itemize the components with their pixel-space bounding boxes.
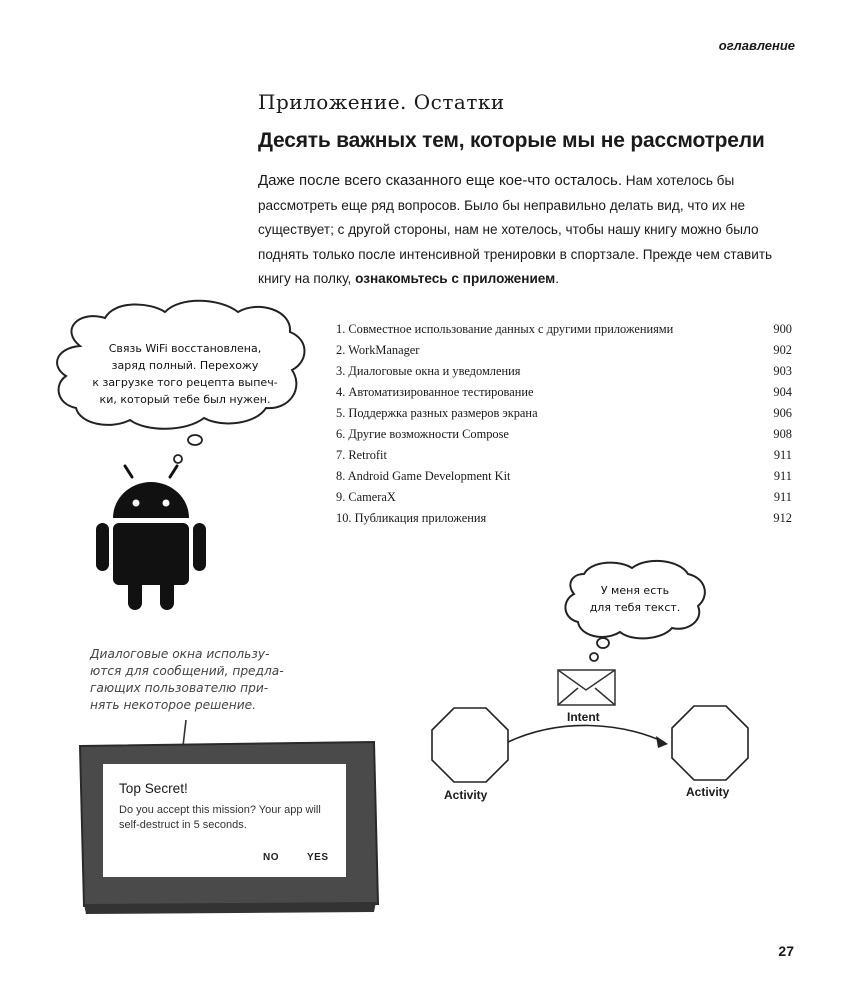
intro-body: Нам хотелось бы рассмотреть еще ряд вопросов. Было бы неправильно делать вид, что их не существует; с другой стороны, нам не хотелось, чтобы нашу книгу можно было поднять только после интенсивной тренировки в спортзале. Прежде чем ставить книгу на полку, <box>258 173 773 286</box>
bubble-line: ки, который тебе был нужен. <box>99 393 271 406</box>
activity-label-right: Activity <box>686 785 730 799</box>
toc-page: 906 <box>773 406 792 420</box>
thought-dot <box>590 653 598 661</box>
toc-title: 4. Автоматизированное тестирование <box>336 385 534 399</box>
note-line: ются для сообщений, предла- <box>90 664 284 678</box>
bubble-line: заряд полный. Перехожу <box>111 359 259 372</box>
page-number: 27 <box>778 943 794 959</box>
dialog-title: Top Secret! <box>119 781 188 796</box>
running-header: оглавление <box>718 38 795 53</box>
intro-end: . <box>555 271 560 286</box>
thought-dot <box>597 638 609 648</box>
toc-title: 10. Публикация приложения <box>336 511 487 525</box>
toc-title: 2. WorkManager <box>336 343 420 357</box>
thought-dot <box>174 455 182 463</box>
bubble-line: Связь WiFi восстановлена, <box>108 342 262 355</box>
envelope-icon <box>558 670 615 705</box>
toc-title: 5. Поддержка разных размеров экрана <box>336 406 538 420</box>
activity-octagon-right <box>672 706 748 780</box>
toc-title: 3. Диалоговые окна и уведомления <box>336 364 521 378</box>
bubble-android-text <box>80 340 290 408</box>
arrow-head-icon <box>656 736 668 748</box>
toc-page: 908 <box>773 427 792 441</box>
bubble-line: к загрузке того рецепта выпеч- <box>92 376 278 389</box>
bubble-message-text <box>580 582 690 616</box>
thought-dot <box>188 435 202 445</box>
note-line: гающих пользователю при- <box>90 681 269 695</box>
dialog-note <box>90 646 330 714</box>
intent-arrow <box>508 725 664 742</box>
toc-page: 903 <box>773 364 792 378</box>
toc-title: 1. Совместное использование данных с другими приложениями <box>336 322 674 336</box>
activity-label-left: Activity <box>444 788 488 802</box>
toc-title: 8. Android Game Development Kit <box>336 469 511 483</box>
appendix-label: Приложение. Остатки <box>258 90 505 114</box>
bubble-line: У меня есть <box>600 584 670 597</box>
toc-page: 912 <box>773 511 792 525</box>
bubble-line: для тебя текст. <box>589 601 681 614</box>
note-line: нять некоторое решение. <box>90 698 257 712</box>
toc-page: 902 <box>773 343 792 357</box>
activity-octagon-left <box>432 708 508 782</box>
toc-page: 911 <box>773 448 792 462</box>
toc-title: 7. Retrofit <box>336 448 387 462</box>
dialog-no-button[interactable]: NO <box>263 852 279 863</box>
toc-title: 9. CameraX <box>336 490 396 504</box>
page-title: Десять важных тем, которые мы не рассмотрели <box>258 129 765 152</box>
dialog-message: Do you accept this mission? Your app will self-destruct in 5 seconds. <box>119 804 321 831</box>
note-line: Диалоговые окна использу- <box>90 647 270 661</box>
toc-page: 904 <box>773 385 792 399</box>
toc-page: 900 <box>773 322 792 336</box>
toc-page: 911 <box>773 469 792 483</box>
toc-page: 911 <box>773 490 792 504</box>
intro-lead: Даже после всего сказанного еще кое-что осталось. <box>258 172 623 189</box>
intent-label: Intent <box>567 710 600 724</box>
intro-emphasis: ознакомьтесь с приложением <box>355 271 556 286</box>
toc-title: 6. Другие возможности Compose <box>336 427 509 441</box>
android-robot-icon <box>96 466 206 610</box>
dialog-yes-button[interactable]: YES <box>307 852 329 863</box>
